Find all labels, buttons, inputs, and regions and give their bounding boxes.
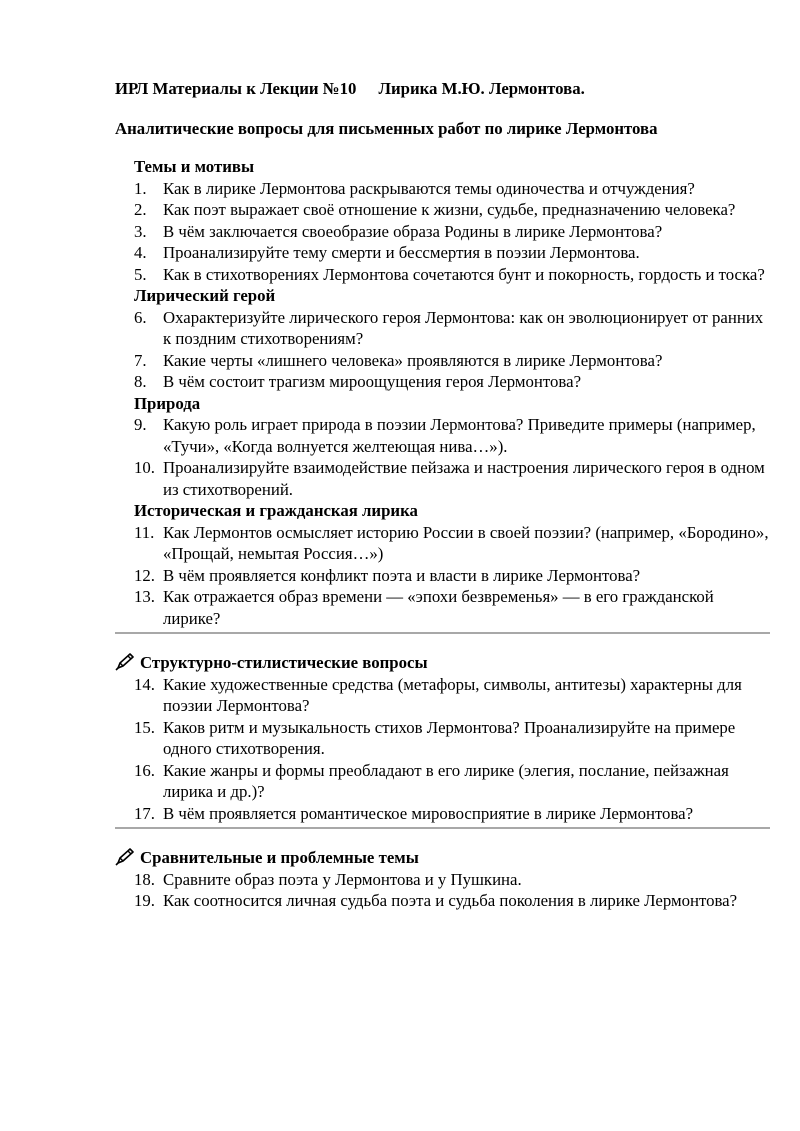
list-item — [115, 586, 775, 629]
list-item — [115, 414, 775, 457]
list-item — [115, 869, 775, 891]
section-heading-nature: Природа — [134, 393, 201, 413]
questions-list-hero — [115, 307, 775, 393]
item-number: 3. — [134, 221, 147, 241]
section-heading-themes: Темы и мотивы — [134, 157, 255, 176]
item-number: 15. — [134, 717, 155, 737]
item-number: 13. — [134, 587, 155, 606]
section-heading-hero: Лирический герой — [134, 286, 276, 305]
section-heading-civic: Историческая и гражданская лирика — [134, 501, 418, 520]
item-number: 11. — [134, 522, 155, 542]
item-text: В чём проявляется романтическое мировосприятие в лирике Лермонтова? — [163, 803, 694, 823]
item-text: Проанализируйте тему смерти и бессмертия в поэзии Лермонтова. — [163, 243, 640, 262]
item-number: 18. — [134, 869, 155, 889]
page-header — [115, 78, 585, 100]
list-item — [115, 717, 775, 760]
item-text: Какую роль играет природа в поэзии Лермонтова? Приведите примеры (например, «Тучи», «Когда волнуется желтеющая нива…»). — [163, 415, 756, 456]
item-number: 17. — [134, 803, 155, 823]
item-number: 9. — [134, 415, 147, 434]
questions-list-themes — [115, 178, 775, 286]
list-item — [115, 307, 775, 350]
item-text: Как поэт выражает своё отношение к жизни, судьбе, предназначению человека? — [163, 200, 736, 219]
section-heading-text: Структурно-стилистические вопросы — [140, 653, 428, 672]
questions-list-structural — [115, 674, 775, 825]
header-course-title: ИРЛ Материалы к Лекции №10 — [115, 79, 357, 98]
item-text: Как в стихотворениях Лермонтова сочетаются бунт и покорность, гордость и тоска? — [163, 264, 765, 284]
list-item — [115, 221, 775, 243]
list-item — [115, 674, 775, 717]
questions-list-comparative — [115, 869, 775, 912]
section-heading-comparative — [115, 847, 775, 869]
item-number: 8. — [134, 372, 147, 391]
section-heading-structural — [115, 652, 775, 674]
section-heading-text: Сравнительные и проблемные темы — [140, 848, 419, 867]
list-item — [115, 522, 775, 565]
item-number: 16. — [134, 760, 155, 780]
header-topic-title: Лирика М.Ю. Лермонтова. — [378, 79, 585, 98]
list-item — [115, 178, 775, 200]
page-subtitle: Аналитические вопросы для письменных работ по лирике Лермонтова — [115, 119, 658, 138]
questions-list-civic — [115, 522, 775, 630]
questions-content — [115, 156, 775, 912]
item-number: 14. — [134, 674, 155, 694]
item-number: 1. — [134, 178, 147, 198]
list-item — [115, 371, 775, 393]
list-item — [115, 890, 775, 912]
item-text: Как в лирике Лермонтова раскрываются темы одиночества и отчуждения? — [163, 178, 695, 198]
item-number: 10. — [134, 458, 155, 477]
item-number: 12. — [134, 565, 155, 585]
list-item — [115, 264, 775, 286]
questions-list-nature — [115, 414, 775, 500]
item-text: Охарактеризуйте лирического героя Лермонтова: как он эволюционирует от ранних к поздним стихотворениям? — [163, 307, 764, 348]
item-number: 5. — [134, 264, 147, 284]
list-item — [115, 350, 775, 372]
item-number: 6. — [134, 307, 147, 327]
item-text: Проанализируйте взаимодействие пейзажа и настроения лирического героя в одном из стихотворений. — [163, 458, 765, 499]
item-text: В чём проявляется конфликт поэта и власти в лирике Лермонтова? — [163, 565, 641, 585]
section-divider — [115, 827, 770, 829]
item-text: Сравните образ поэта у Лермонтова и у Пушкина. — [163, 869, 522, 889]
list-item — [115, 565, 775, 587]
item-text: В чём заключается своеобразие образа Родины в лирике Лермонтова? — [163, 221, 663, 241]
item-text: Какие жанры и формы преобладают в его лирике (элегия, послание, пейзажная лирика и др.)? — [163, 760, 729, 801]
item-number: 19. — [134, 891, 155, 910]
item-number: 4. — [134, 243, 147, 262]
section-divider — [115, 632, 770, 634]
pencil-icon — [115, 653, 135, 671]
list-item — [115, 803, 775, 825]
list-item — [115, 242, 775, 264]
item-number: 2. — [134, 200, 147, 219]
item-text: Какие художественные средства (метафоры, символы, антитезы) характерны для поэзии Лермонтова? — [163, 674, 742, 715]
item-text: Как соотносится личная судьба поэта и судьба поколения в лирике Лермонтова? — [163, 891, 738, 910]
item-text: Какие черты «лишнего человека» проявляются в лирике Лермонтова? — [163, 350, 663, 370]
list-item — [115, 760, 775, 803]
item-text: Каков ритм и музыкальность стихов Лермонтова? Проанализируйте на примере одного стихотворения. — [163, 717, 736, 758]
item-text: В чём состоит трагизм мироощущения героя Лермонтова? — [163, 372, 582, 391]
item-number: 7. — [134, 350, 147, 370]
list-item — [115, 457, 775, 500]
list-item — [115, 199, 775, 221]
item-text: Как отражается образ времени — «эпохи безвременья» — в его гражданской лирике? — [163, 587, 714, 628]
pencil-icon — [115, 848, 135, 866]
item-text: Как Лермонтов осмысляет историю России в своей поэзии? (например, «Бородино», «Прощай, немытая Россия…») — [163, 522, 769, 563]
